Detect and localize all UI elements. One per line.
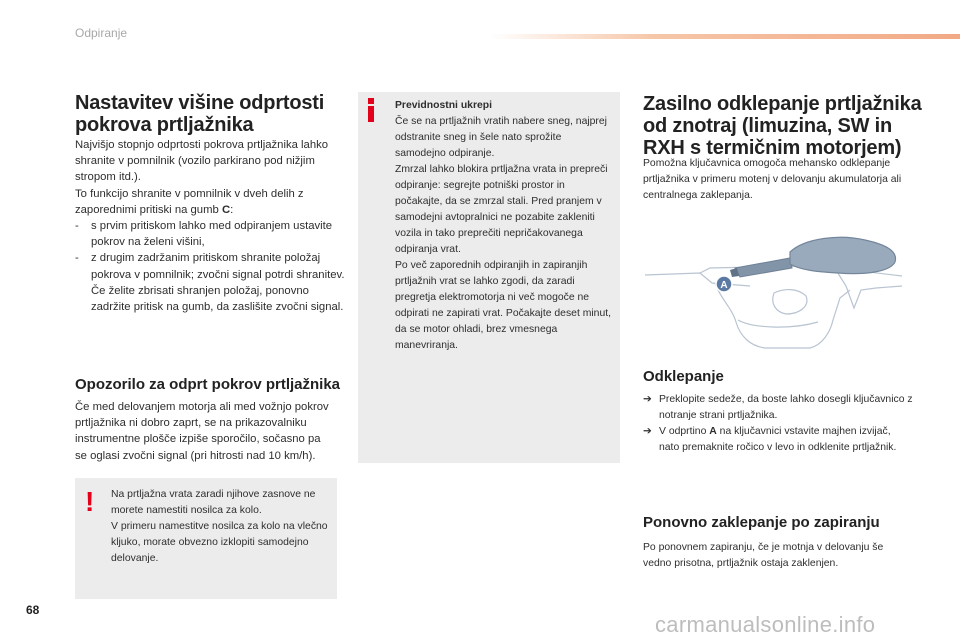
tailgate-height-title: Nastavitev višine odprtosti pokrova prtljažnika xyxy=(75,92,325,136)
lock-illustration xyxy=(640,228,910,356)
list-item xyxy=(643,424,913,456)
list-dash: - xyxy=(75,220,79,233)
list-item-text: z drugim zadržanim pritiskom shranite položaj pokrova v pomnilnik; zvočni signal potrdi shranitev. xyxy=(91,252,345,281)
info-text-3: Po več zaporednih odpiranjih in zapiranjih prtljažnih vrat se lahko zgodi, da zaradi pregretja elektromotorja ni več mogoče ne odpirati ne zapirati vrat. Počakajte deset minut, da se motor ohladi, brez vmesnega manevriranja. xyxy=(395,260,612,351)
list-item xyxy=(643,392,913,424)
list-item xyxy=(75,218,345,250)
tailgate-height-body xyxy=(75,137,345,315)
emergency-unlock-title: Zasilno odklepanje prtljažnika od znotraj (limuzina, SW in RXH s termičnim motorjem) xyxy=(643,93,922,159)
label-a-badge: A xyxy=(720,280,728,291)
open-warning-title: Opozorilo za odprt pokrov prtljažnika xyxy=(75,376,341,393)
list-item-text: V odprtino xyxy=(659,426,710,437)
list-item xyxy=(75,250,345,315)
watermark: carmanualsonline.info xyxy=(655,612,876,637)
tailgate-height-para2 xyxy=(75,186,345,218)
opening-a-label: A xyxy=(709,426,717,437)
unlocking-title: Odklepanje xyxy=(643,368,724,385)
arrow-icon: ➔ xyxy=(643,394,652,405)
section-title: Odpiranje xyxy=(75,26,128,40)
open-warning-body: Če med delovanjem motorja ali med vožnjo pokrov prtljažnika ni dobro zaprt, se na prikazovalniku instrumentne plošče izpiše sporočilo, sočasno pa se oglasi zvočni signal (pri hitrosti nad 10 km/h). xyxy=(75,401,329,462)
info-text-1: Če se na prtljažnih vratih nabere sneg, najprej odstranite sneg in šele nato sprožite samodejno odpiranje. xyxy=(395,116,607,159)
list-item-text: Preklopite sedeže, da boste lahko dosegli ključavnico z notranje strani prtljažnika. xyxy=(659,394,913,421)
warning-icon: ! xyxy=(85,486,95,517)
list-item-text-extra: Če želite zbrisati shranjen položaj, ponovno zadržite pritisk na gumb, da zaslišite zvočni signal. xyxy=(91,284,344,314)
tailgate-height-para1: Najvišjo stopnjo odprtosti pokrova prtljažnika lahko shranite v pomnilnik (vozilo parkirano pod nižjim stropom itd.). xyxy=(75,139,329,184)
screwdriver-shape xyxy=(730,237,896,277)
emergency-unlock-body: Pomožna ključavnica omogoča mehansko odklepanje prtljažnika v primeru motenj v delovanju akumulatorja ali centralnega zaklepanja. xyxy=(643,158,902,201)
warning-text-1: Na prtljažna vrata zaradi njihove zasnove ne morete namestiti nosilca za kolo. xyxy=(111,489,316,516)
para2-end: : xyxy=(230,203,234,216)
list-item-text-end: na ključavnici vstavite majhen izvijač, nato premaknite ročico v levo in odklenite prtljažnik. xyxy=(659,426,897,453)
para2-text: To funkcijo shranite v pomnilnik v dveh delih z zaporednimi pritiski na gumb xyxy=(75,187,304,216)
unlocking-list xyxy=(643,392,913,456)
relocking-title: Ponovno zaklepanje po zapiranju xyxy=(643,514,880,531)
warning-text-2: V primeru namestitve nosilca za kolo na vlečno kljuko, morate obvezno izklopiti samodejno delovanje. xyxy=(111,521,328,564)
list-dash: - xyxy=(75,252,79,265)
warning-text xyxy=(111,487,333,567)
header-decor-bar xyxy=(490,34,960,39)
list-item-text: s prvim pritiskom lahko med odpiranjem ustavite pokrov na želeni višini, xyxy=(91,220,333,249)
info-text-2: Zmrzal lahko blokira prtljažna vrata in prepreči odpiranje: segrejte potniški prostor in počakajte, da se zmrzal stali. Pred pranjem v samodejni avtopralnici ne pozabite zakleniti vozila in tako preprečiti nepričakovanega odpiranja vrat. xyxy=(395,164,608,255)
info-icon xyxy=(366,98,376,122)
arrow-icon: ➔ xyxy=(643,426,652,437)
button-c-label: C xyxy=(221,203,231,216)
info-title: Previdnostni ukrepi xyxy=(395,100,493,111)
relocking-body: Po ponovnem zapiranju, če je motnja v delovanju še vedno prisotna, prtljažnik ostaja zaklenjen. xyxy=(643,542,884,569)
info-text xyxy=(395,98,613,354)
page-number: 68 xyxy=(26,603,40,617)
